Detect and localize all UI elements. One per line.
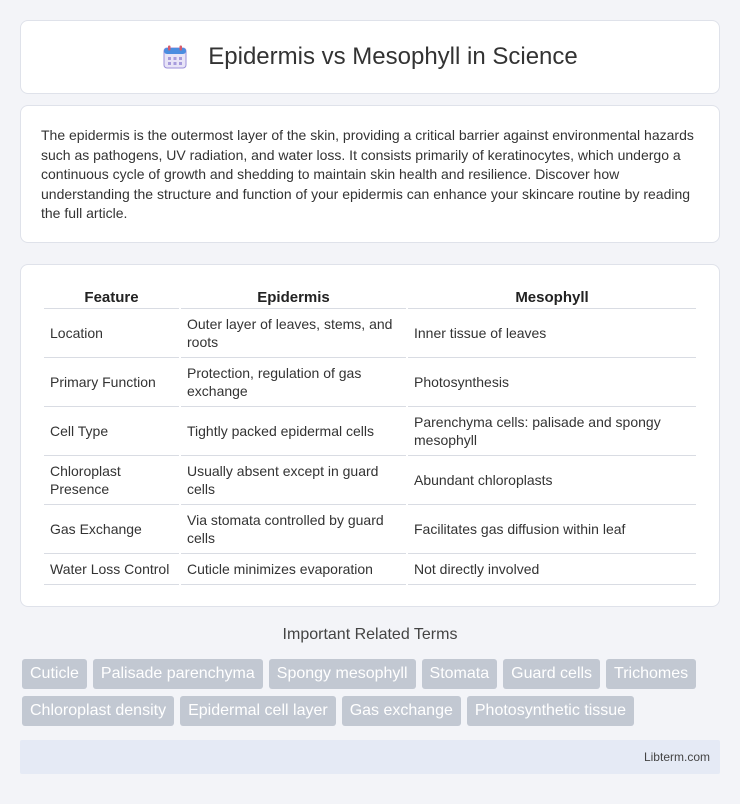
footer-brand-link[interactable]: Libterm.com — [643, 750, 710, 764]
epidermis-cell: Tightly packed epidermal cells — [181, 407, 406, 456]
related-terms-tags — [22, 659, 722, 726]
calendar-icon — [162, 44, 188, 70]
feature-cell: Cell Type — [44, 407, 179, 456]
tag-cuticle[interactable]: Cuticle — [22, 659, 87, 689]
table-row — [44, 309, 696, 358]
comparison-table-card — [20, 264, 720, 607]
feature-cell: Water Loss Control — [44, 554, 179, 585]
epidermis-cell: Protection, regulation of gas exchange — [181, 358, 406, 407]
table-header-row — [44, 285, 696, 309]
table-row — [44, 554, 696, 585]
mesophyll-cell: Photosynthesis — [408, 358, 696, 407]
intro-card — [20, 105, 720, 243]
feature-cell: Chloroplast Presence — [44, 456, 179, 505]
table-row — [44, 407, 696, 456]
header-card — [20, 20, 720, 94]
mesophyll-cell: Abundant chloroplasts — [408, 456, 696, 505]
title-wrap — [162, 43, 577, 71]
table-row — [44, 505, 696, 554]
tag-guard-cells[interactable]: Guard cells — [503, 659, 600, 689]
feature-cell: Location — [44, 309, 179, 358]
tag-palisade-parenchyma[interactable]: Palisade parenchyma — [93, 659, 263, 689]
tag-photosynthetic-tissue[interactable]: Photosynthetic tissue — [467, 696, 634, 726]
page-title: Epidermis vs Mesophyll in Science — [208, 43, 578, 70]
epidermis-cell: Via stomata controlled by guard cells — [181, 505, 406, 554]
mesophyll-cell: Parenchyma cells: palisade and spongy mesophyll — [408, 407, 696, 456]
mesophyll-cell: Not directly involved — [408, 554, 696, 585]
epidermis-cell: Outer layer of leaves, stems, and roots — [181, 309, 406, 358]
tag-gas-exchange[interactable]: Gas exchange — [342, 696, 461, 726]
comparison-table — [42, 285, 698, 585]
table-row — [44, 456, 696, 505]
header-mesophyll: Mesophyll — [408, 285, 696, 309]
feature-cell: Gas Exchange — [44, 505, 179, 554]
tag-stomata[interactable]: Stomata — [422, 659, 498, 689]
tag-spongy-mesophyll[interactable]: Spongy mesophyll — [269, 659, 416, 689]
epidermis-cell: Cuticle minimizes evaporation — [181, 554, 406, 585]
related-terms-title: Important Related Terms — [282, 626, 458, 643]
mesophyll-cell: Inner tissue of leaves — [408, 309, 696, 358]
header-epidermis: Epidermis — [181, 285, 406, 309]
footer — [20, 740, 720, 774]
epidermis-cell: Usually absent except in guard cells — [181, 456, 406, 505]
header-feature: Feature — [44, 285, 179, 309]
table-row — [44, 358, 696, 407]
tag-trichomes[interactable]: Trichomes — [606, 659, 696, 689]
tag-epidermal-cell-layer[interactable]: Epidermal cell layer — [180, 696, 336, 726]
feature-cell: Primary Function — [44, 358, 179, 407]
tag-chloroplast-density[interactable]: Chloroplast density — [22, 696, 174, 726]
intro-text: The epidermis is the outermost layer of the skin, providing a critical barrier against environmental hazards such as pathogens, UV radiation, and water loss. It consists primarily of keratinocytes, which undergo a continuous cycle of growth and shedding to maintain skin health and resilience. Discover how understanding the structure and function of your epidermis can enhance your skincare routine by reading the full article. — [41, 127, 694, 222]
mesophyll-cell: Facilitates gas diffusion within leaf — [408, 505, 696, 554]
